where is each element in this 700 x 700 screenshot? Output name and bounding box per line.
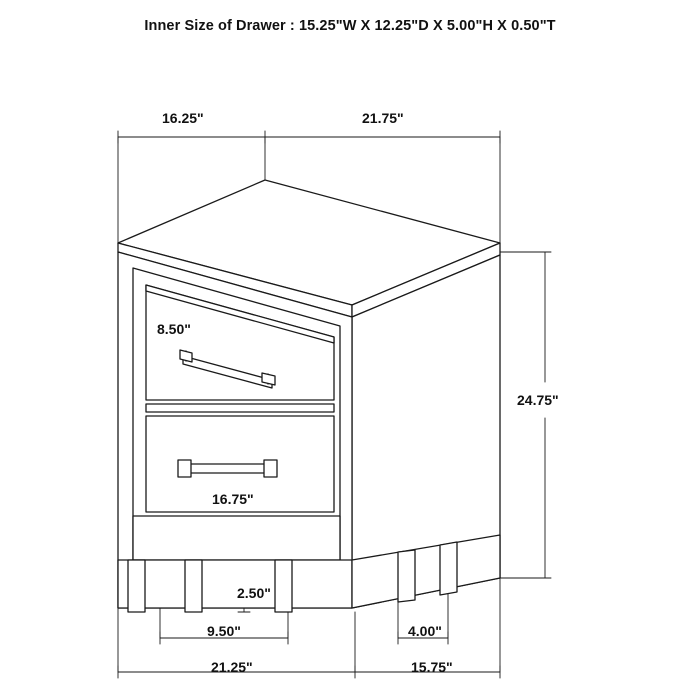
drawer-divider [146, 404, 334, 412]
dim-label-leg-span-front: 9.50" [207, 623, 241, 639]
leg-front-left [128, 560, 145, 612]
leg-front-right [275, 560, 292, 612]
leg-rear-right [398, 550, 415, 602]
page-title: Inner Size of Drawer : 15.25"W X 12.25"D X 5.00"H X 0.50"T [144, 18, 556, 34]
bottom-rail [133, 516, 340, 560]
dim-label-top-width: 21.75" [362, 110, 404, 126]
dim-label-overall-height: 24.75" [517, 392, 559, 408]
dim-label-leg-span-side: 4.00" [408, 623, 442, 639]
dim-label-base-width: 21.25" [211, 659, 253, 675]
dim-label-drawer-width: 16.75" [212, 491, 254, 507]
dim-label-base-depth: 15.75" [411, 659, 453, 675]
base-skirt-front [118, 560, 352, 608]
leg-front-mid [185, 560, 202, 612]
dim-label-top-depth: 16.25" [162, 110, 204, 126]
dim-label-leg-height: 2.50" [237, 585, 271, 601]
dim-label-upper-drawer-height: 8.50" [157, 321, 191, 337]
leg-rear-far [440, 542, 457, 595]
